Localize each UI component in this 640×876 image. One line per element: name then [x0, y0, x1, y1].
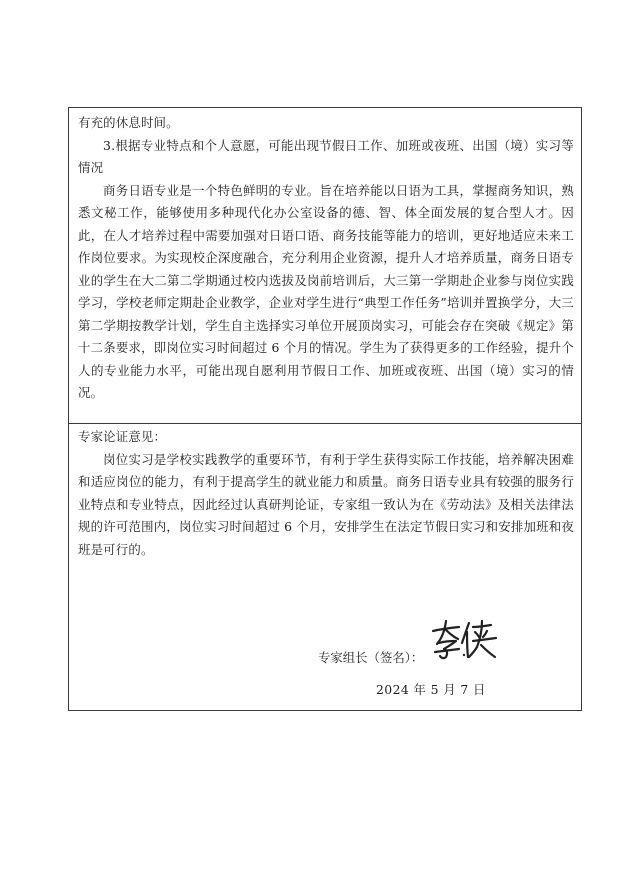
expert-opinion-heading: 专家论证意见：	[78, 429, 167, 444]
handwritten-signature	[429, 617, 499, 661]
continuation-line: 有充的休息时间。	[78, 115, 179, 130]
expert-opinion-paragraph: 岗位实习是学校实践教学的重要环节，有利于学生获得实际工作技能，培养解决困难和适应岗位的能力，有利于提高学生的就业能力和质量。商务日语专业具有较强的服务行业特点和专业特点，因此经过认真研判论证，专家组一致认为在《劳动法》及相关法律法规的许可范围内，岗位实习时间超过 6 个月，安排学生在法定节假日实习和安排加班和夜班是可行的。	[78, 451, 574, 557]
description-paragraph: 商务日语专业是一个特色鲜明的专业。旨在培养能以日语为工具，掌握商务知识，熟悉文秘工作，能够使用多种现代化办公室设备的德、智、体全面发展的复合型人才。因此，在人才培养过程中需要加强对日语口语、商务技能等能力的培训，更好地适应未来工作岗位要求。为实现校企深度融合，充分利用企业资源，提升人才培养质量，商务日语专业的学生在大二第二学期通过校内选拔及岗前培训后，大三第一学期赴企业参与岗位实践学习，学校老师定期赴企业教学，企业对学生进行“典型工作任务”培训并置换学分，大三第二学期按教学计划，学生自主选择实习单位开展顶岗实习，可能会存在突破《规定》第十二条要求，即岗位实习时间超过 6 个月的情况。学生为了获得更多的工作经验，提升个人的专业能力水平，可能出现自愿利用节假日工作、加班或夜班、出国（境）实习的情况。	[78, 182, 574, 400]
internship-description-section	[78, 112, 574, 405]
signature-row	[318, 622, 499, 665]
document-date: 2024 年 5 月 7 日	[376, 682, 486, 697]
item-3-heading: 3.根据专业特点和个人意愿，可能出现节假日工作、加班或夜班、出国（境）实习等情况	[78, 137, 574, 175]
expert-opinion-section	[78, 426, 574, 561]
section-divider	[68, 423, 582, 424]
signature-label: 专家组长（签名）：	[318, 650, 424, 665]
